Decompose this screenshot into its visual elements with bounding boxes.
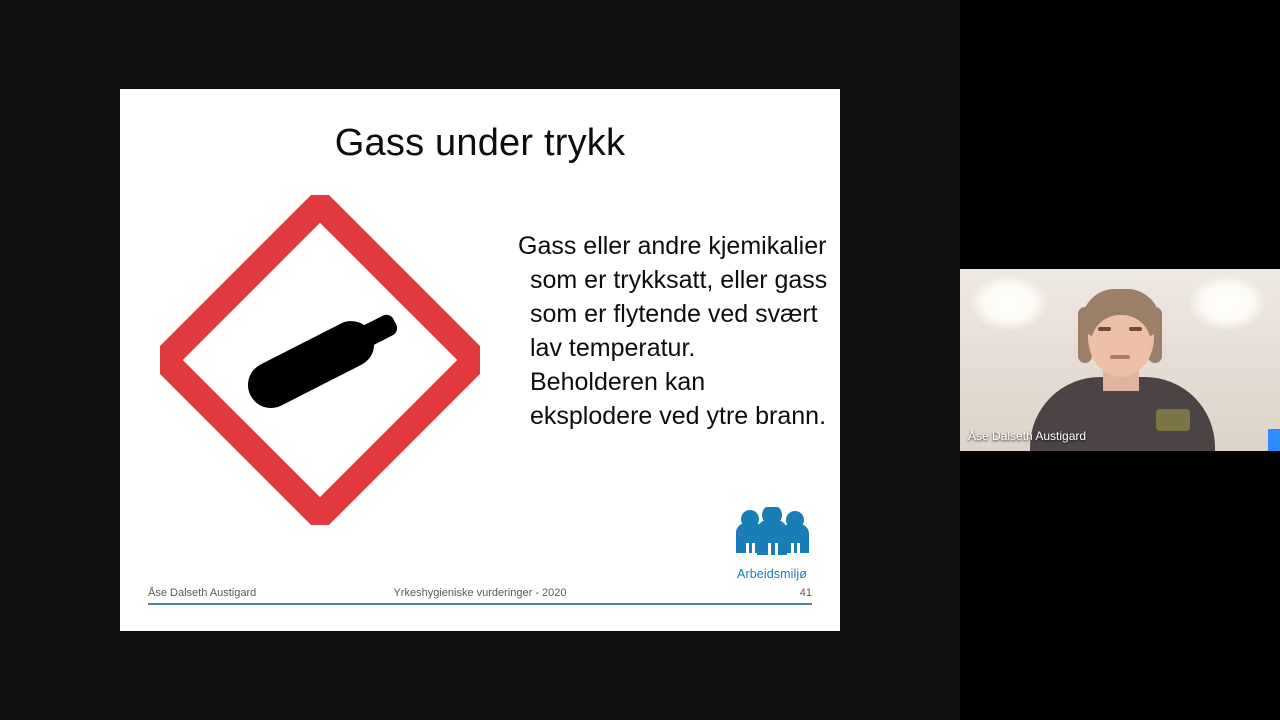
logo-text: Arbeidsmiljø	[737, 567, 807, 581]
slide-title: Gass under trykk	[334, 122, 626, 164]
footer-author: Åse Dalseth Austigard	[148, 587, 257, 599]
ceiling-light-right	[1188, 275, 1266, 331]
participant-eye-right	[1129, 327, 1142, 331]
footer-divider	[148, 603, 812, 605]
shirt-graphic	[1156, 409, 1190, 431]
presentation-slide[interactable]	[120, 89, 840, 631]
footer-course: Yrkeshygieniske vurderinger - 2020	[393, 587, 567, 599]
video-tile-badge	[1268, 429, 1280, 451]
footer-slide-number: 41	[799, 587, 812, 599]
participant-name-label: Åse Dalseth Austigard	[968, 429, 1087, 443]
participant-face	[1091, 315, 1151, 373]
slide-footer	[148, 587, 812, 603]
gas-cylinder-ghs-pictogram	[160, 195, 480, 525]
participant-mouth	[1110, 355, 1130, 359]
ceiling-light-left	[970, 275, 1048, 331]
participant-video-tile[interactable]	[960, 269, 1280, 451]
arbeidsmiljo-logo	[722, 507, 822, 587]
slide-body-text: Gass eller andre kjemikalier som er trykksatt, eller gass som er flytende ved svært lav temperatur. Beholderen kan eksplodere ved ytre brann.	[518, 232, 828, 430]
participant-eye-left	[1098, 327, 1111, 331]
